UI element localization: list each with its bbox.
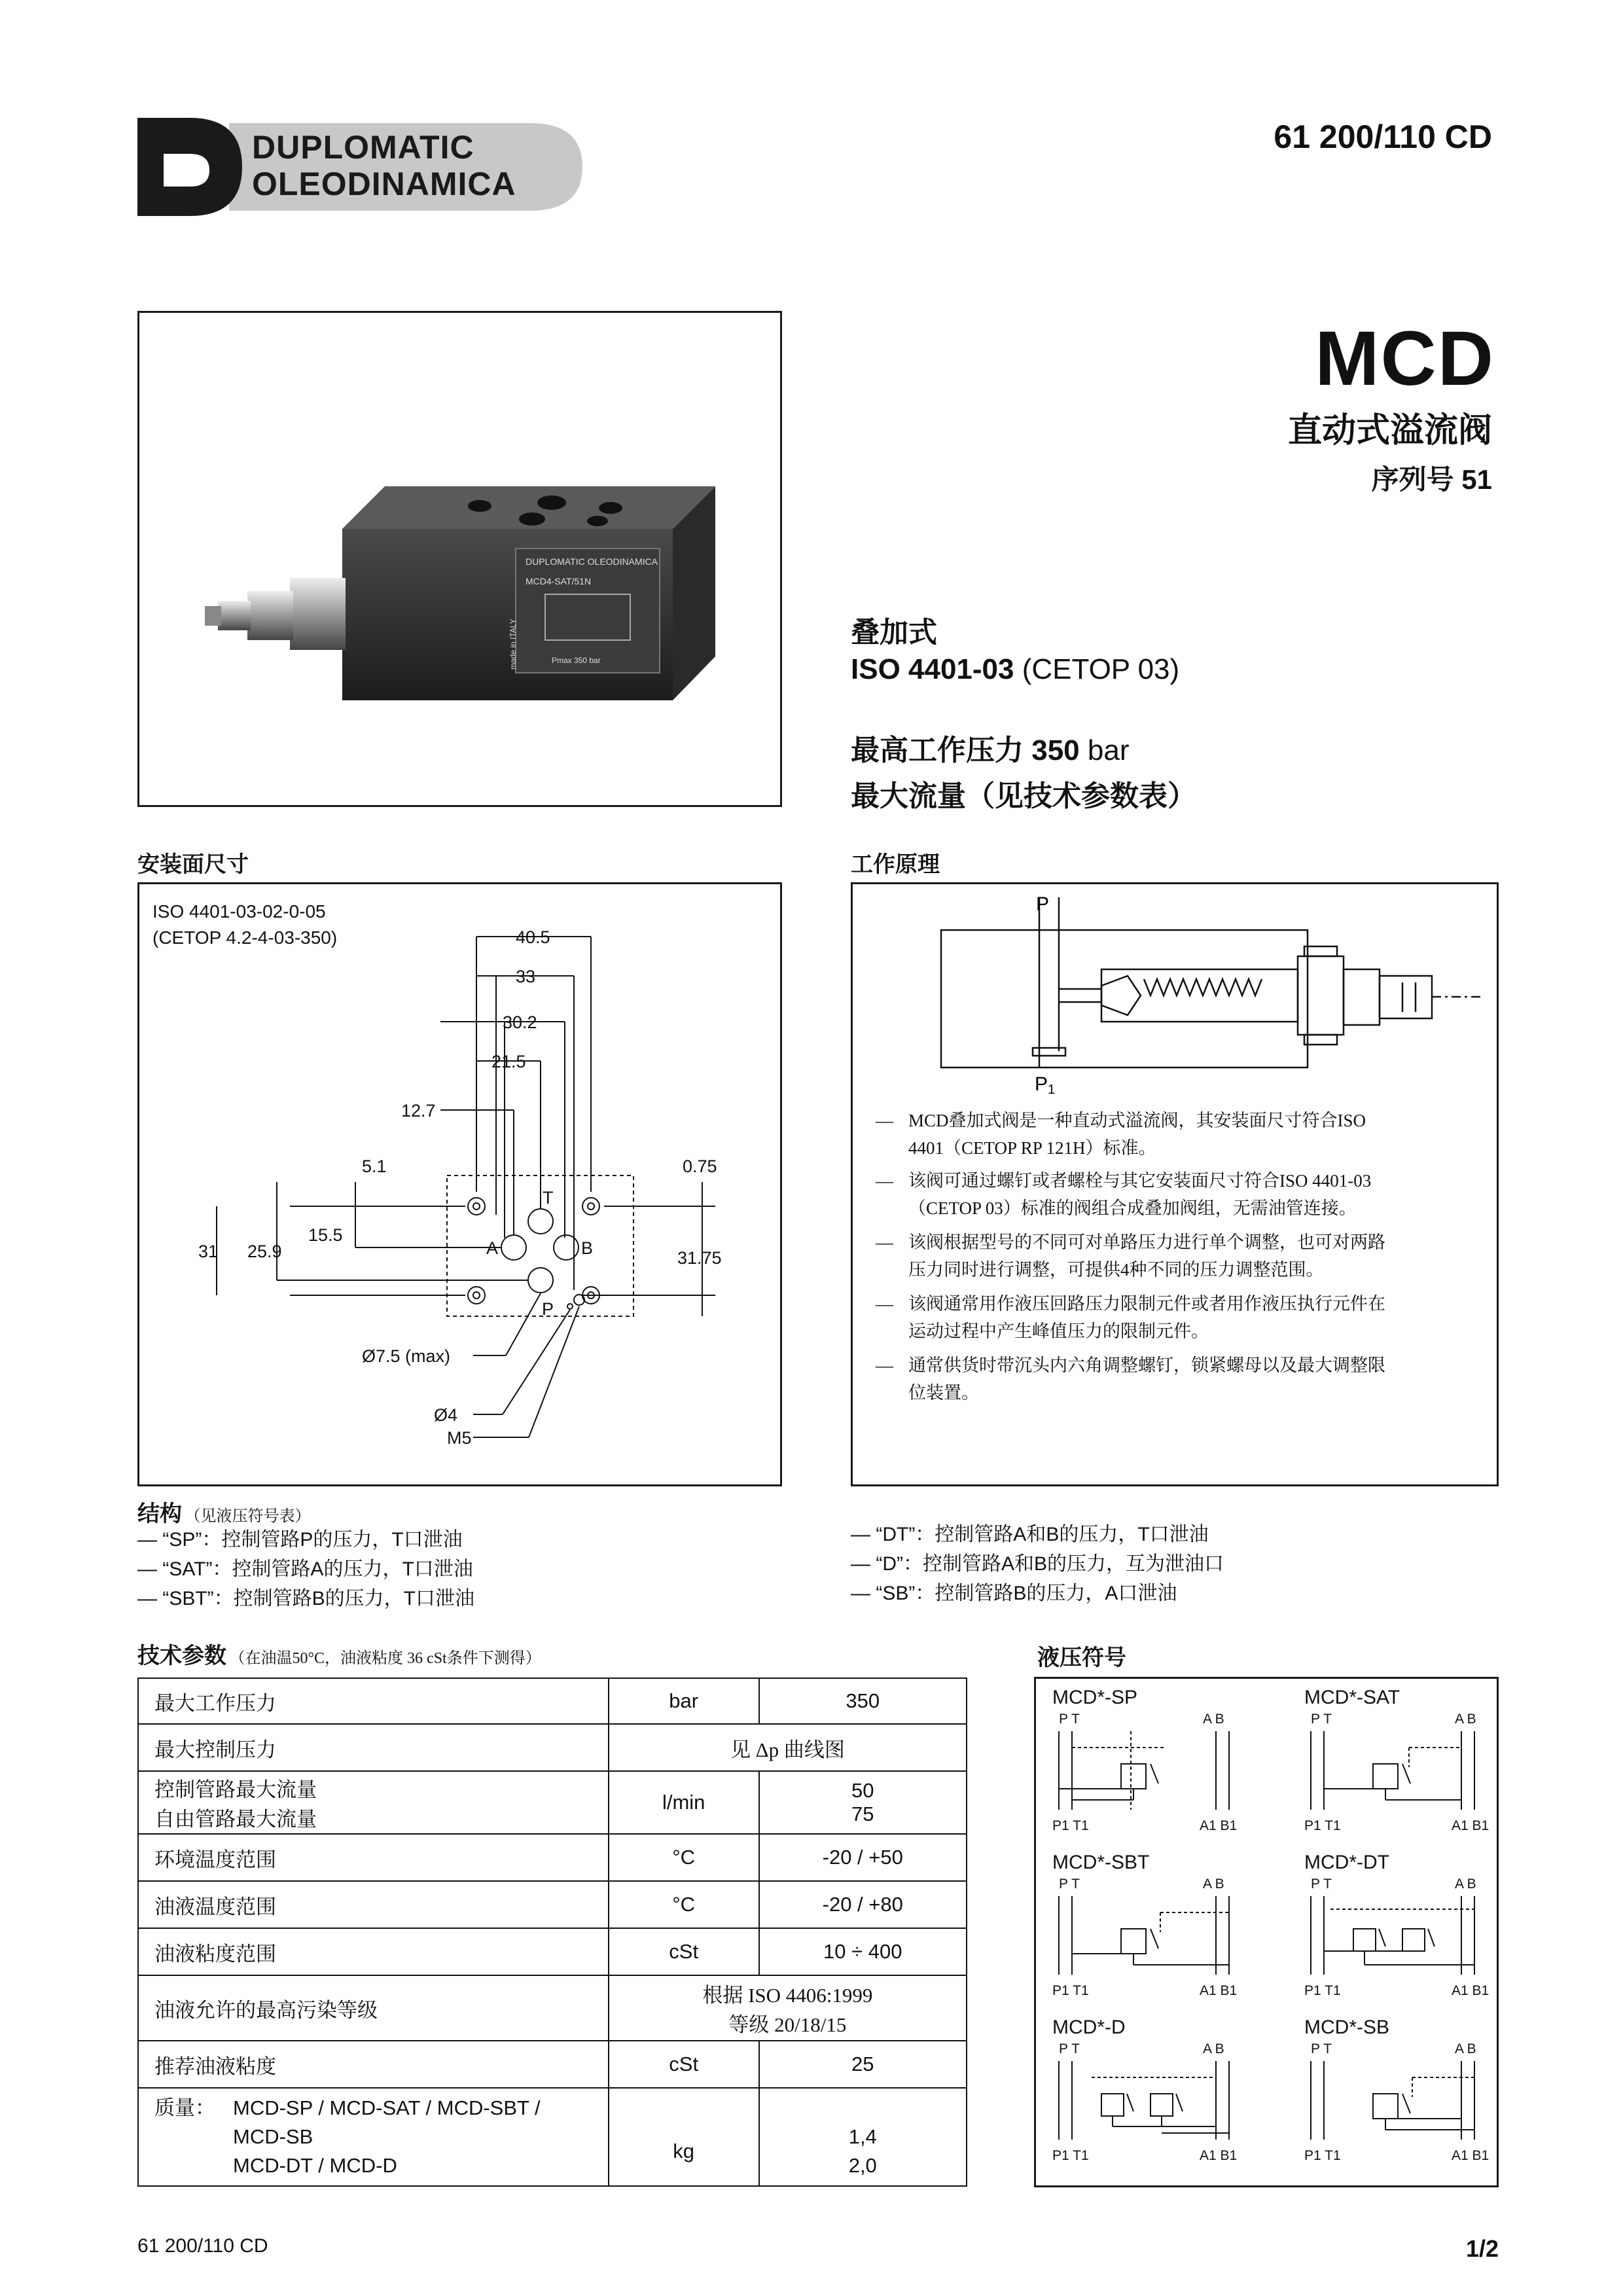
spec-value-line: 1,4 <box>848 2125 877 2148</box>
symbol-ports-ab: A B <box>1455 1876 1476 1892</box>
symbol-ports-ab: A B <box>1203 1712 1224 1727</box>
standard-ref-1: ISO 4401-03-02-0-05 <box>152 901 326 922</box>
series-number: 序列号 51 <box>1371 464 1492 495</box>
symbol-cell <box>1036 1844 1266 2007</box>
symbol-ports-p1t1: P1 T1 <box>1052 1983 1089 1998</box>
spec-value <box>759 2088 967 2186</box>
symbol-ports-ab: A B <box>1203 2041 1224 2056</box>
document-number: 61 200/110 CD <box>1274 118 1492 155</box>
spec-label: 油液温度范围 <box>138 1881 609 1928</box>
symbol-name: MCD*-SAT <box>1304 1687 1400 1708</box>
port-label-t: T <box>543 1188 554 1208</box>
principle-item-4-line1: 该阀通常用作液压回路压力限制元件或者用作液压执行元件在 <box>908 1294 1385 1314</box>
structure-item-d: — “D”：控制管路A和B的压力，互为泄油口 <box>851 1553 1224 1575</box>
spec-value: -20 / +50 <box>759 1834 967 1881</box>
symbol-ports-ab: A B <box>1203 1876 1224 1892</box>
dim-hole-4: Ø4 <box>434 1405 458 1425</box>
max-flow: 最大流量（见技术参数表） <box>851 780 1196 812</box>
structure-item-sbt: — “SBT”：控制管路B的压力，T口泄油 <box>137 1588 474 1609</box>
dim-hole-7-5: Ø7.5 (max) <box>362 1346 451 1366</box>
valve-photo <box>139 313 780 805</box>
port-label-p: P <box>542 1299 554 1319</box>
plate-made: made in ITALY <box>508 619 518 670</box>
spec-value: -20 / +80 <box>759 1881 967 1928</box>
working-principle-title: 工作原理 <box>851 852 940 877</box>
symbol-ports-pt: P T <box>1311 2041 1332 2056</box>
spec-label: 油液粘度范围 <box>138 1928 609 1975</box>
table-row <box>138 1928 967 1975</box>
dim-25-9: 25.9 <box>247 1242 282 1261</box>
symbol-ports-a1b1: A1 B1 <box>1452 2148 1489 2163</box>
spec-unit: °C <box>609 1881 759 1928</box>
principle-item-1-line1: MCD叠加式阀是一种直动式溢流阀，其安装面尺寸符合ISO <box>908 1111 1366 1130</box>
spec-label-line: 控制管路最大流量 <box>154 1778 317 1801</box>
spec-unit: cSt <box>609 1928 759 1975</box>
table-row <box>138 2088 967 2186</box>
model-title: MCD <box>1315 315 1495 402</box>
specs-heading <box>137 1638 541 1670</box>
structure-item-sp: — “SP”：控制管路P的压力，T口泄油 <box>137 1529 463 1551</box>
port-label-a: A <box>486 1238 499 1258</box>
table-row <box>138 1881 967 1928</box>
spec-value: 见 Δp 曲线图 <box>609 1724 967 1771</box>
symbol-ports-a1b1: A1 B1 <box>1200 1818 1238 1833</box>
symbol-ports-p1t1: P1 T1 <box>1052 2148 1089 2163</box>
company-logo <box>137 118 582 216</box>
structure-item-dt: — “DT”：控制管路A和B的压力，T口泄油 <box>851 1524 1209 1545</box>
specs-title: 技术参数 <box>137 1643 226 1668</box>
spec-unit: °C <box>609 1834 759 1881</box>
port-label-b: B <box>581 1238 594 1258</box>
spec-label <box>138 2088 609 2186</box>
section-port-p1 <box>1035 1073 1055 1097</box>
dim-31-75: 31.75 <box>677 1248 722 1268</box>
spec-value: 10 ÷ 400 <box>759 1928 967 1975</box>
spec-value-line: 75 <box>851 1803 874 1825</box>
symbol-ports-a1b1: A1 B1 <box>1200 2148 1238 2163</box>
logo-text-line1: DUPLOMATIC <box>252 129 474 166</box>
dim-m5: M5 <box>447 1428 472 1448</box>
symbol-sp-diagram <box>1052 1728 1249 1816</box>
symbol-name: MCD*-DT <box>1304 1852 1389 1873</box>
spec-label: 油液允许的最高污染等级 <box>138 1975 609 2041</box>
dim-33: 33 <box>516 967 536 986</box>
symbol-ports-p1t1: P1 T1 <box>1304 1983 1341 1998</box>
principle-item-1-line2: 4401（CETOP RP 121H）标准。 <box>908 1138 1156 1158</box>
mounting-type: 叠加式 <box>851 617 937 649</box>
valve-section-drawing <box>853 884 1497 1100</box>
spec-value-line: 根据 ISO 4406:1999 <box>702 1984 873 2007</box>
symbol-ports-a1b1: A1 B1 <box>1452 1983 1489 1998</box>
dim-12-7: 12.7 <box>401 1101 436 1121</box>
logo-text-line2: OLEODINAMICA <box>252 166 516 202</box>
max-pressure-value: 350 <box>1031 734 1080 766</box>
model-subtitle: 直动式溢流阀 <box>1287 412 1492 450</box>
spec-label: 推荐油液粘度 <box>138 2041 609 2088</box>
dim-21-5: 21.5 <box>491 1052 526 1071</box>
max-pressure <box>851 726 1129 768</box>
dim-5-1: 5.1 <box>362 1157 387 1176</box>
symbol-ports-pt: P T <box>1311 1712 1332 1727</box>
symbol-ports-p1t1: P1 T1 <box>1052 1818 1089 1833</box>
section-port-p1-main: P <box>1035 1073 1048 1095</box>
symbol-name: MCD*-SB <box>1304 2017 1390 2038</box>
symbol-dt-diagram <box>1304 1893 1494 1981</box>
symbol-name: MCD*-SP <box>1052 1687 1138 1708</box>
spec-value: 350 <box>759 1678 967 1724</box>
spec-label: 最大工作压力 <box>138 1678 609 1724</box>
hydraulic-symbols-title: 液压符号 <box>1037 1645 1126 1670</box>
symbol-cell <box>1304 2009 1501 2172</box>
symbol-ports-p1t1: P1 T1 <box>1304 1818 1341 1833</box>
weight-model-line: MCD-SP / MCD-SAT / MCD-SBT / <box>233 2096 541 2119</box>
spec-unit: bar <box>609 1678 759 1724</box>
table-row <box>138 1678 967 1724</box>
section-port-p: P <box>1036 893 1050 915</box>
iso-standard-bold: ISO 4401-03 <box>851 653 1014 685</box>
symbol-d-diagram <box>1052 2058 1249 2146</box>
principle-item-3-line1: 该阀根据型号的不同可对单路压力进行单个调整，也可对两路 <box>908 1232 1385 1252</box>
max-pressure-unit: bar <box>1079 734 1130 766</box>
table-row <box>138 1724 967 1771</box>
symbol-ports-pt: P T <box>1059 2041 1080 2056</box>
spec-value: 25 <box>759 2041 967 2088</box>
symbol-cell <box>1036 1679 1266 1842</box>
spec-value-line: 2,0 <box>848 2154 877 2177</box>
spec-value-line: 50 <box>851 1779 874 1802</box>
table-row <box>138 1771 967 1834</box>
symbol-ports-pt: P T <box>1311 1876 1332 1892</box>
principle-item-2-line1: 该阀可通过螺钉或者螺栓与其它安装面尺寸符合ISO 4401-03 <box>908 1171 1372 1191</box>
symbol-ports-pt: P T <box>1059 1876 1080 1892</box>
spec-label <box>138 1771 609 1834</box>
weight-unit: kg <box>673 2140 695 2162</box>
spec-unit: cSt <box>609 2041 759 2088</box>
symbol-cell <box>1304 1844 1501 2007</box>
symbol-name: MCD*-SBT <box>1052 1852 1150 1873</box>
symbol-name: MCD*-D <box>1052 2017 1126 2038</box>
plate-model: MCD4-SAT/51N <box>526 576 592 586</box>
symbol-cell <box>1304 1679 1501 1842</box>
principle-item-2-line2: （CETOP 03）标准的阀组合成叠加阀组，无需油管连接。 <box>908 1198 1357 1218</box>
dim-40-5: 40.5 <box>516 927 550 947</box>
symbol-ports-pt: P T <box>1059 1712 1080 1727</box>
structure-item-sb: — “SB”：控制管路B的压力，A口泄油 <box>851 1583 1177 1604</box>
plate-brand: DUPLOMATIC OLEODINAMICA <box>526 556 658 567</box>
iso-standard <box>851 653 1179 686</box>
symbol-ports-a1b1: A1 B1 <box>1452 1818 1489 1833</box>
section-port-p1-sub: 1 <box>1048 1083 1056 1097</box>
spec-label: 最大控制压力 <box>138 1724 609 1771</box>
specs-table <box>137 1677 967 2187</box>
specs-note: （在油温50°C，油液粘度 36 cSt条件下测得） <box>229 1650 541 1667</box>
structure-item-sat: — “SAT”：控制管路A的压力，T口泄油 <box>137 1558 473 1580</box>
weight-prefix: 质量： <box>154 2096 215 2119</box>
symbol-cell <box>1036 2009 1266 2172</box>
symbol-sbt-diagram <box>1052 1893 1249 1981</box>
principle-item-5-line2: 位装置。 <box>908 1383 979 1403</box>
symbol-sat-diagram <box>1304 1728 1494 1816</box>
mounting-dimension-drawing <box>139 884 780 1484</box>
footer-doc-number: 61 200/110 CD <box>137 2235 268 2257</box>
standard-ref-2: (CETOP 4.2-4-03-350) <box>152 927 338 948</box>
mounting-surface-drawing <box>137 882 782 1486</box>
spec-unit <box>609 2088 759 2186</box>
weight-model-line: MCD-DT / MCD-D <box>233 2154 397 2177</box>
structure-title: 结构 <box>137 1501 182 1526</box>
spec-value <box>759 1771 967 1834</box>
max-pressure-label: 最高工作压力 <box>851 734 1032 766</box>
principle-item-5-line1: 通常供货时带沉头内六角调整螺钉，锁紧螺母以及最大调整限 <box>908 1355 1385 1375</box>
symbol-ports-ab: A B <box>1455 1712 1476 1727</box>
structure-list-right <box>851 1520 1224 1608</box>
page-number: 1/2 <box>1465 2235 1499 2262</box>
plate-pmax: Pmax 350 bar <box>552 656 601 665</box>
symbol-sb-diagram <box>1304 2058 1494 2146</box>
table-row <box>138 1834 967 1881</box>
structure-list-left <box>137 1525 474 1613</box>
weight-model-line: MCD-SB <box>233 2125 313 2148</box>
spec-unit: l/min <box>609 1771 759 1834</box>
iso-standard-rest: (CETOP 03) <box>1014 653 1180 685</box>
structure-heading <box>137 1496 310 1528</box>
spec-label: 环境温度范围 <box>138 1834 609 1881</box>
dim-30-2: 30.2 <box>503 1013 537 1032</box>
dim-15-5: 15.5 <box>308 1225 343 1245</box>
structure-note: （见液压符号表） <box>185 1508 311 1525</box>
spec-label-line: 自由管路最大流量 <box>154 1808 317 1831</box>
symbol-ports-ab: A B <box>1455 2041 1476 2056</box>
principle-item-3-line2: 压力同时进行调整，可提供4种不同的压力调整范围。 <box>908 1260 1324 1280</box>
dim-0-75: 0.75 <box>683 1157 717 1176</box>
symbol-ports-p1t1: P1 T1 <box>1304 2148 1341 2163</box>
symbol-ports-a1b1: A1 B1 <box>1200 1983 1238 1998</box>
hydraulic-symbols-box <box>1034 1677 1499 2187</box>
principle-item-4-line2: 运动过程中产生峰值压力的限制元件。 <box>908 1321 1209 1341</box>
working-principle-box: P P1 — MCD叠加式阀是一种直动式溢流阀，其安装面尺寸符合ISO 4401（CETOP RP 121H）标准。 — 该阀可通过螺钉或者螺栓与其它安装面尺寸符合ISO 4401-03 （CETOP 03）标准的阀组合成叠加阀组，无需油管连接。 — 该阀根据型号的不同可对单路压力进行单个调整，也可对两路 压力同时进行调整，可提供4种不同的压力调整范围。 — 该阀通常用作液压回路压力限制元件或者用作液压执行元件在 运动过程中产生峰值压力的限制元件。 — 通常供货时带沉头内六角调整螺钉，锁紧螺母以及最大调整限 位装置。 <box>851 882 1499 1486</box>
spec-value <box>609 1975 967 2041</box>
spec-value-line: 等级 20/18/15 <box>728 2013 847 2036</box>
dim-31: 31 <box>198 1242 219 1261</box>
mounting-surface-title: 安装面尺寸 <box>137 852 249 877</box>
table-row <box>138 2041 967 2088</box>
table-row <box>138 1975 967 2041</box>
product-photo-frame <box>137 311 782 807</box>
